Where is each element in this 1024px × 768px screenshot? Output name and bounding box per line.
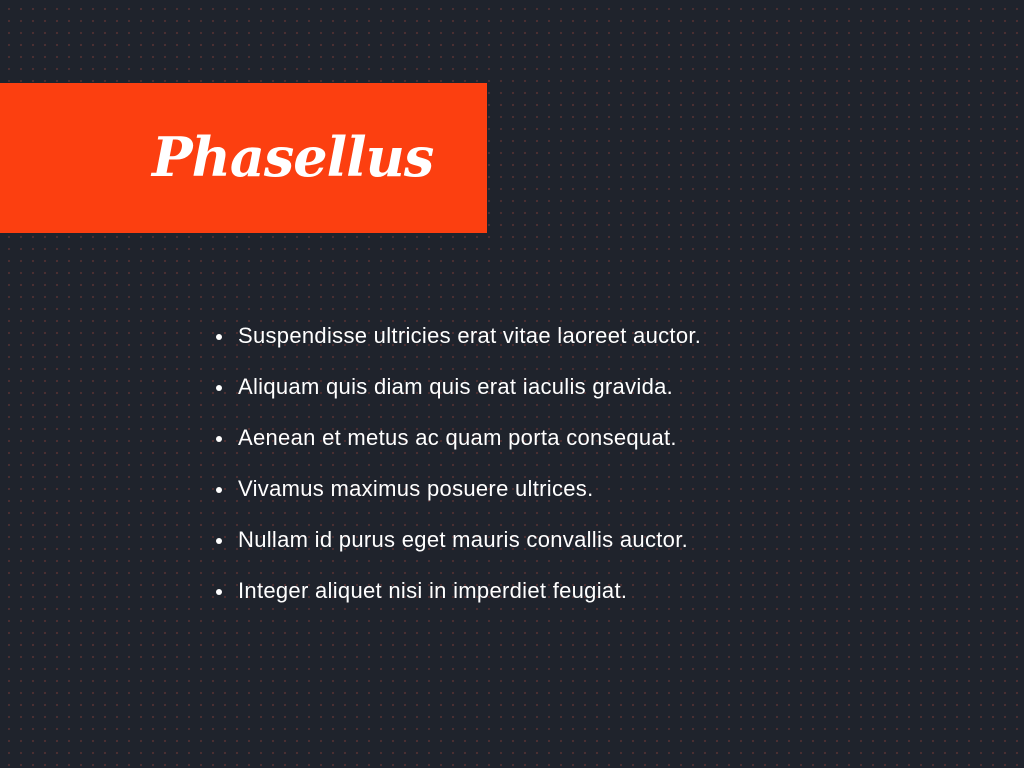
bullet-dot-icon bbox=[216, 334, 222, 340]
bullet-dot-icon bbox=[216, 436, 222, 442]
bullet-text: Suspendisse ultricies erat vitae laoreet auctor. bbox=[238, 322, 702, 348]
slide-title: Phasellus bbox=[152, 125, 434, 189]
list-item bbox=[216, 565, 701, 616]
bullet-list bbox=[216, 310, 701, 616]
bullet-text: Nullam id purus eget mauris convallis auctor. bbox=[238, 526, 689, 552]
bullet-text: Aenean et metus ac quam porta consequat. bbox=[238, 424, 677, 450]
list-item bbox=[216, 514, 701, 565]
bullet-dot-icon bbox=[216, 385, 222, 391]
list-item bbox=[216, 463, 701, 514]
bullet-text: Aliquam quis diam quis erat iaculis gravida. bbox=[238, 373, 674, 399]
bullet-text: Vivamus maximus posuere ultrices. bbox=[238, 475, 594, 501]
list-item bbox=[216, 361, 701, 412]
list-item bbox=[216, 412, 701, 463]
bullet-dot-icon bbox=[216, 589, 222, 595]
bullet-dot-icon bbox=[216, 538, 222, 544]
title-banner bbox=[0, 83, 487, 233]
list-item bbox=[216, 310, 701, 361]
bullet-dot-icon bbox=[216, 487, 222, 493]
bullet-text: Integer aliquet nisi in imperdiet feugiat. bbox=[238, 577, 628, 603]
